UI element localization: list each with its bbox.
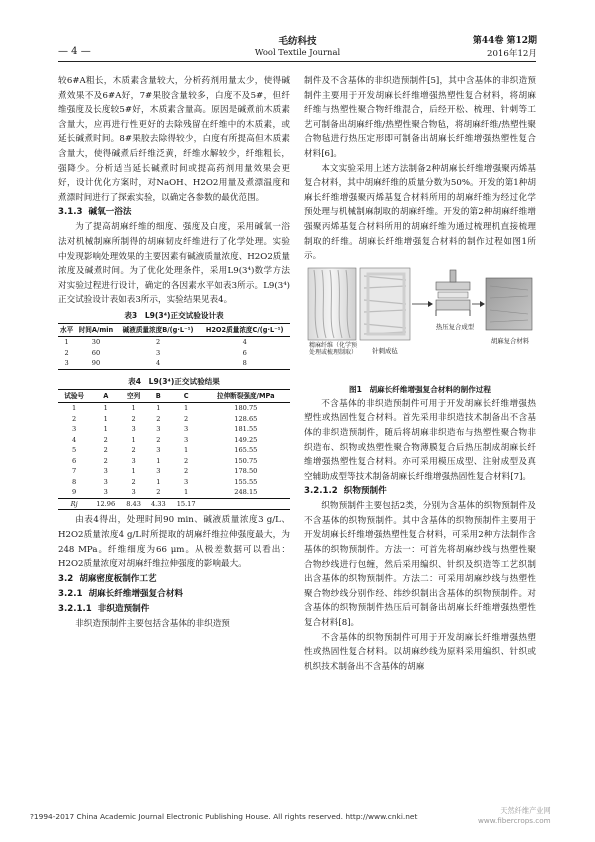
table-cell: 2	[156, 414, 161, 423]
table-cell: 3	[156, 425, 161, 434]
table-row	[58, 337, 290, 348]
range-value: 4.33	[146, 498, 171, 510]
table-cell: 2	[131, 477, 136, 486]
body-paragraph: 不含基体的非织造预制件可用于开发胡麻长纤维增强热塑性或热固性复合材料。首先采用非织造技术制备出不含基体的非织造预制件，随后将胡麻非织造布与热塑性聚合物非织造布、织物或热塑性聚合物薄膜复合后热压制成胡麻长纤维增强热塑性复合材料。亦可采用模压成型、注射成型及真空辅助成型等技术制备胡麻长纤维增强热固性复合材料[7]。	[304, 398, 536, 482]
table-cell: 5	[72, 446, 77, 455]
table-4-caption: 表4 L9(3⁴)正交试验结果	[128, 376, 220, 386]
process-diagram	[304, 266, 536, 381]
table-header: 水平	[58, 323, 75, 337]
left-column	[58, 74, 290, 631]
body-paragraph: 较6#A粗长，木质素含量较大，分析药剂用量太少，使得碱煮效果不及6#A好，7#果胶含量较多，白度不及5#，但纤维强度及长度较5#好，木质素含量高。原因是碱煮前木质素含量大，应再进行性更好的去除残留在纤维中的木质素，或延长碱煮时间。8#果胶去除得较少，白度有所提高但木质素含量大，使得碱煮后纤维泛黄，纤维水解较少，纤维粗长，强降少。分析适当延长碱煮时间或提高药剂用量效果会更好，设计优化方案时，对NaOH、H2O2用量及煮漂温度和煮漂时间进行了探索实验，以确定各参数的最优范围。	[58, 76, 290, 203]
table-cell: 128.65	[234, 414, 258, 423]
table-cell: 180.75	[234, 404, 258, 413]
body-paragraph: 制件及不含基体的非织造预制件[5]，其中含基体的非织造预制件主要用于开发胡麻长纤维增强热塑性复合材料，将胡麻纤维与热塑性聚合物纤维混合，后经开松、梳理、针刺等工艺可制备出胡麻纤维/热塑性聚合物毡，将胡麻纤维/热塑性聚合物毡进行热压定形即可制备出胡麻长纤维增强热塑性复合材料[6]。	[304, 76, 536, 159]
table-cell: 4	[117, 358, 200, 369]
table-row	[58, 435, 290, 446]
table-cell: 3	[184, 425, 189, 434]
journal-title-cn: 毛纺科技	[278, 36, 317, 47]
table-cell: 3	[103, 477, 108, 486]
fiber-photo	[308, 268, 356, 340]
table-cell: 1	[184, 404, 189, 413]
table-row	[58, 414, 290, 425]
range-value: 15.17	[171, 498, 202, 510]
table-3	[58, 323, 290, 370]
section-heading-3-2-1: 3.2.1 胡麻长纤维增强复合材料	[58, 588, 184, 599]
table-cell: 1	[184, 446, 189, 455]
figure-1	[304, 266, 536, 396]
range-value	[202, 498, 290, 510]
table-cell: 2	[72, 414, 77, 423]
table-row-range	[58, 498, 290, 510]
section-heading-3-1-3: 3.1.3 碱氧一浴法	[58, 207, 132, 218]
table-cell: 4	[242, 338, 247, 347]
body-paragraph: 本文实验采用上述方法制备2种胡麻长纤维增强聚丙烯基复合材料，其中胡麻纤维的质量分数为50%。开发的第1种胡麻长纤维增强聚丙烯基复合材料所用的胡麻纤维为经过化学预处理与机械制麻制取的胡麻纤维。开发的第2种胡麻纤维增强聚丙烯基复合材料所用的胡麻纤维为通过梳理机直接梳理制取的纤维。胡麻长纤维增强复合材料的制作过程如图1所示。	[304, 163, 536, 262]
section-heading-3-2-1-2: 3.2.1.2 织物预制件	[304, 486, 387, 497]
table-cell: 1	[64, 338, 69, 347]
table-cell: 3	[184, 435, 189, 444]
table-cell: 2	[131, 446, 136, 455]
table-cell: 3	[184, 477, 189, 486]
figure-label-fiber: 精麻纤维（化学预处理或梳理制取）	[308, 341, 357, 357]
table-header: 时间A/min	[75, 323, 116, 337]
range-value: 8.43	[121, 498, 146, 510]
table-header: 试验号	[58, 389, 90, 403]
table-cell: 149.25	[234, 435, 258, 444]
table-row	[58, 348, 290, 359]
table-cell: 3	[131, 488, 136, 497]
table-header: 拉伸断裂强度/MPa	[202, 389, 290, 403]
table-cell: 4	[72, 435, 77, 444]
table-cell: 3	[72, 425, 77, 434]
table-cell: 30	[91, 338, 101, 347]
composite-panel-photo	[486, 278, 532, 330]
body-paragraph: 不含基体的织物预制件可用于开发胡麻长纤维增强热塑性或热固性复合材料。以胡麻纱线为原料采用编织、针织或机织技术制备出不含基体的胡麻	[304, 632, 536, 672]
table-cell: 3	[103, 467, 108, 476]
table-cell: 1	[103, 414, 108, 423]
table-cell: 2	[184, 467, 189, 476]
table-cell: 178.50	[234, 467, 258, 476]
table-row	[58, 403, 290, 414]
journal-volume: 第44卷 第12期	[472, 36, 537, 46]
figure-1-caption: 图1 胡麻长纤维增强复合材料的制作过程	[349, 384, 491, 394]
table-cell: 3	[131, 425, 136, 434]
table-cell: 2	[155, 338, 161, 347]
table-cell: 1	[131, 467, 136, 476]
table-3-caption: 表3 L9(3⁴)正交试验设计表	[124, 310, 224, 320]
table-cell: 6	[72, 456, 77, 465]
table-cell: 165.55	[234, 446, 258, 455]
table-cell: 3	[58, 358, 75, 369]
page-number: — 4 —	[58, 46, 91, 57]
table-row	[58, 477, 290, 488]
body-paragraph: 为了提高胡麻纤维的细度、强度及白度，采用碱氧一浴法对机械制麻所制得的胡麻韧皮纤维进行了化学处理。实验中发现影响处理效果的主要因素有碱液质量浓度、H2O2质量浓度及碱煮时间。为了优化处理条件，采用L9(3⁴)数学方法对实验过程进行设计，确定的各因素水平如表3所示。L9(3⁴)正交试验设计表如表3所示，实验结果见表4。	[58, 222, 290, 306]
table-row	[58, 358, 290, 369]
table-cell: 2	[156, 435, 161, 444]
table-cell: 150.75	[234, 456, 258, 465]
table-cell: 8	[72, 477, 77, 486]
table-cell: 60	[91, 348, 101, 357]
table-cell: 3	[103, 488, 108, 497]
table-cell: 1	[184, 488, 189, 497]
arrow-head-icon	[480, 301, 485, 307]
felt-photo	[360, 268, 410, 340]
figure-label-needle: 针刺成毡	[372, 346, 398, 355]
journal-date: 2016年12月	[487, 49, 537, 59]
table-cell: 1	[131, 404, 136, 413]
body-paragraph: 由表4得出，处理时间90 min、碱液质量浓度3 g/L、H2O2质量浓度4 g/L时所提取的胡麻纤维拉伸强度最大，为248 MPa。纤维细度为66 μm。从极差数据可以看出：H2O2质量浓度对胡麻纤维拉伸强度的影响最大。	[58, 515, 290, 570]
table-cell: 155.55	[234, 477, 258, 486]
table-row	[58, 456, 290, 467]
body-paragraph: 非织造预制件主要包括含基体的非织造预	[75, 618, 230, 629]
table-cell: 1	[156, 477, 161, 486]
copyright-footer: ?1994-2017 China Academic Journal Electronic Publishing House. All rights reserved. http://www.cnki.net	[30, 812, 418, 821]
table-cell: 1	[72, 404, 77, 413]
table-row	[58, 487, 290, 498]
journal-title-en: Wool Textile Journal	[254, 47, 341, 57]
table-cell: 6	[242, 348, 247, 357]
right-column	[304, 74, 536, 674]
body-paragraph: 织物预制件主要包括2类，分别为含基体的织物预制件及不含基体的织物预制件。其中含基体的织物预制件主要用于开发胡麻长纤维增强热塑性复合材料，可采用2种方法制作含基体的织物预制件。方法一：可首先将胡麻纱线与热塑性聚合物纱线进行包缠，然后采用编织、针织及织造等工艺织制出含基体的织物预制件。方法二：可采用胡麻纱线与热塑性聚合物纱线分别作经、纬纱织制出含基体的织物预制件。对含基体的织物预制件热压后可制备出胡麻长纤维增强热塑性复合材料[8]。	[304, 501, 536, 629]
figure-label-press: 热压复合成型	[435, 322, 475, 331]
table-cell: 3	[156, 467, 161, 476]
table-cell: 1	[103, 404, 108, 413]
range-label: Rj	[58, 498, 90, 510]
table-cell: 90	[75, 358, 116, 369]
table-cell: 1	[156, 404, 161, 413]
header-rule	[58, 61, 536, 62]
table-cell: 181.55	[234, 425, 258, 434]
table-4	[58, 389, 290, 511]
table-header: H2O2质量浓度C/(g·L⁻¹)	[199, 323, 290, 337]
table-row	[58, 424, 290, 435]
table-header: 碱液质量浓度B/(g·L⁻¹)	[117, 323, 200, 337]
table-header: 空列	[121, 389, 146, 403]
table-header: B	[146, 389, 171, 403]
table-cell: 7	[72, 467, 77, 476]
table-cell: 1	[103, 425, 108, 434]
table-cell: 8	[199, 358, 290, 369]
table-cell: 1	[156, 456, 161, 465]
section-heading-3-2-1-1: 3.2.1.1 非织造预制件	[58, 603, 150, 614]
figure-label-composite: 胡麻复合材料	[490, 336, 530, 345]
table-cell: 2	[103, 456, 108, 465]
table-cell: 2	[64, 348, 69, 357]
table-cell: 1	[131, 435, 136, 444]
arrow-head-icon	[428, 301, 433, 307]
table-cell: 2	[103, 435, 108, 444]
table-cell: 3	[155, 348, 161, 357]
table-row	[58, 466, 290, 477]
table-row	[58, 445, 290, 456]
table-cell: 3	[131, 456, 136, 465]
section-heading-3-2: 3.2 胡麻密度板制作工艺	[58, 573, 157, 584]
table-cell: 2	[184, 456, 189, 465]
hot-press-icon	[436, 270, 470, 316]
table-cell: 2	[131, 414, 136, 423]
table-header: A	[90, 389, 121, 403]
table-header: C	[171, 389, 202, 403]
table-cell: 2	[156, 488, 161, 497]
table-cell: 9	[72, 488, 77, 497]
table-cell: 248.15	[234, 488, 258, 497]
table-cell: 2	[103, 446, 108, 455]
table-cell: 3	[156, 446, 161, 455]
table-cell: 2	[184, 414, 189, 423]
watermark: 天然纤维产业网 www.fibercrops.com	[478, 806, 551, 825]
range-value: 12.96	[90, 498, 121, 510]
